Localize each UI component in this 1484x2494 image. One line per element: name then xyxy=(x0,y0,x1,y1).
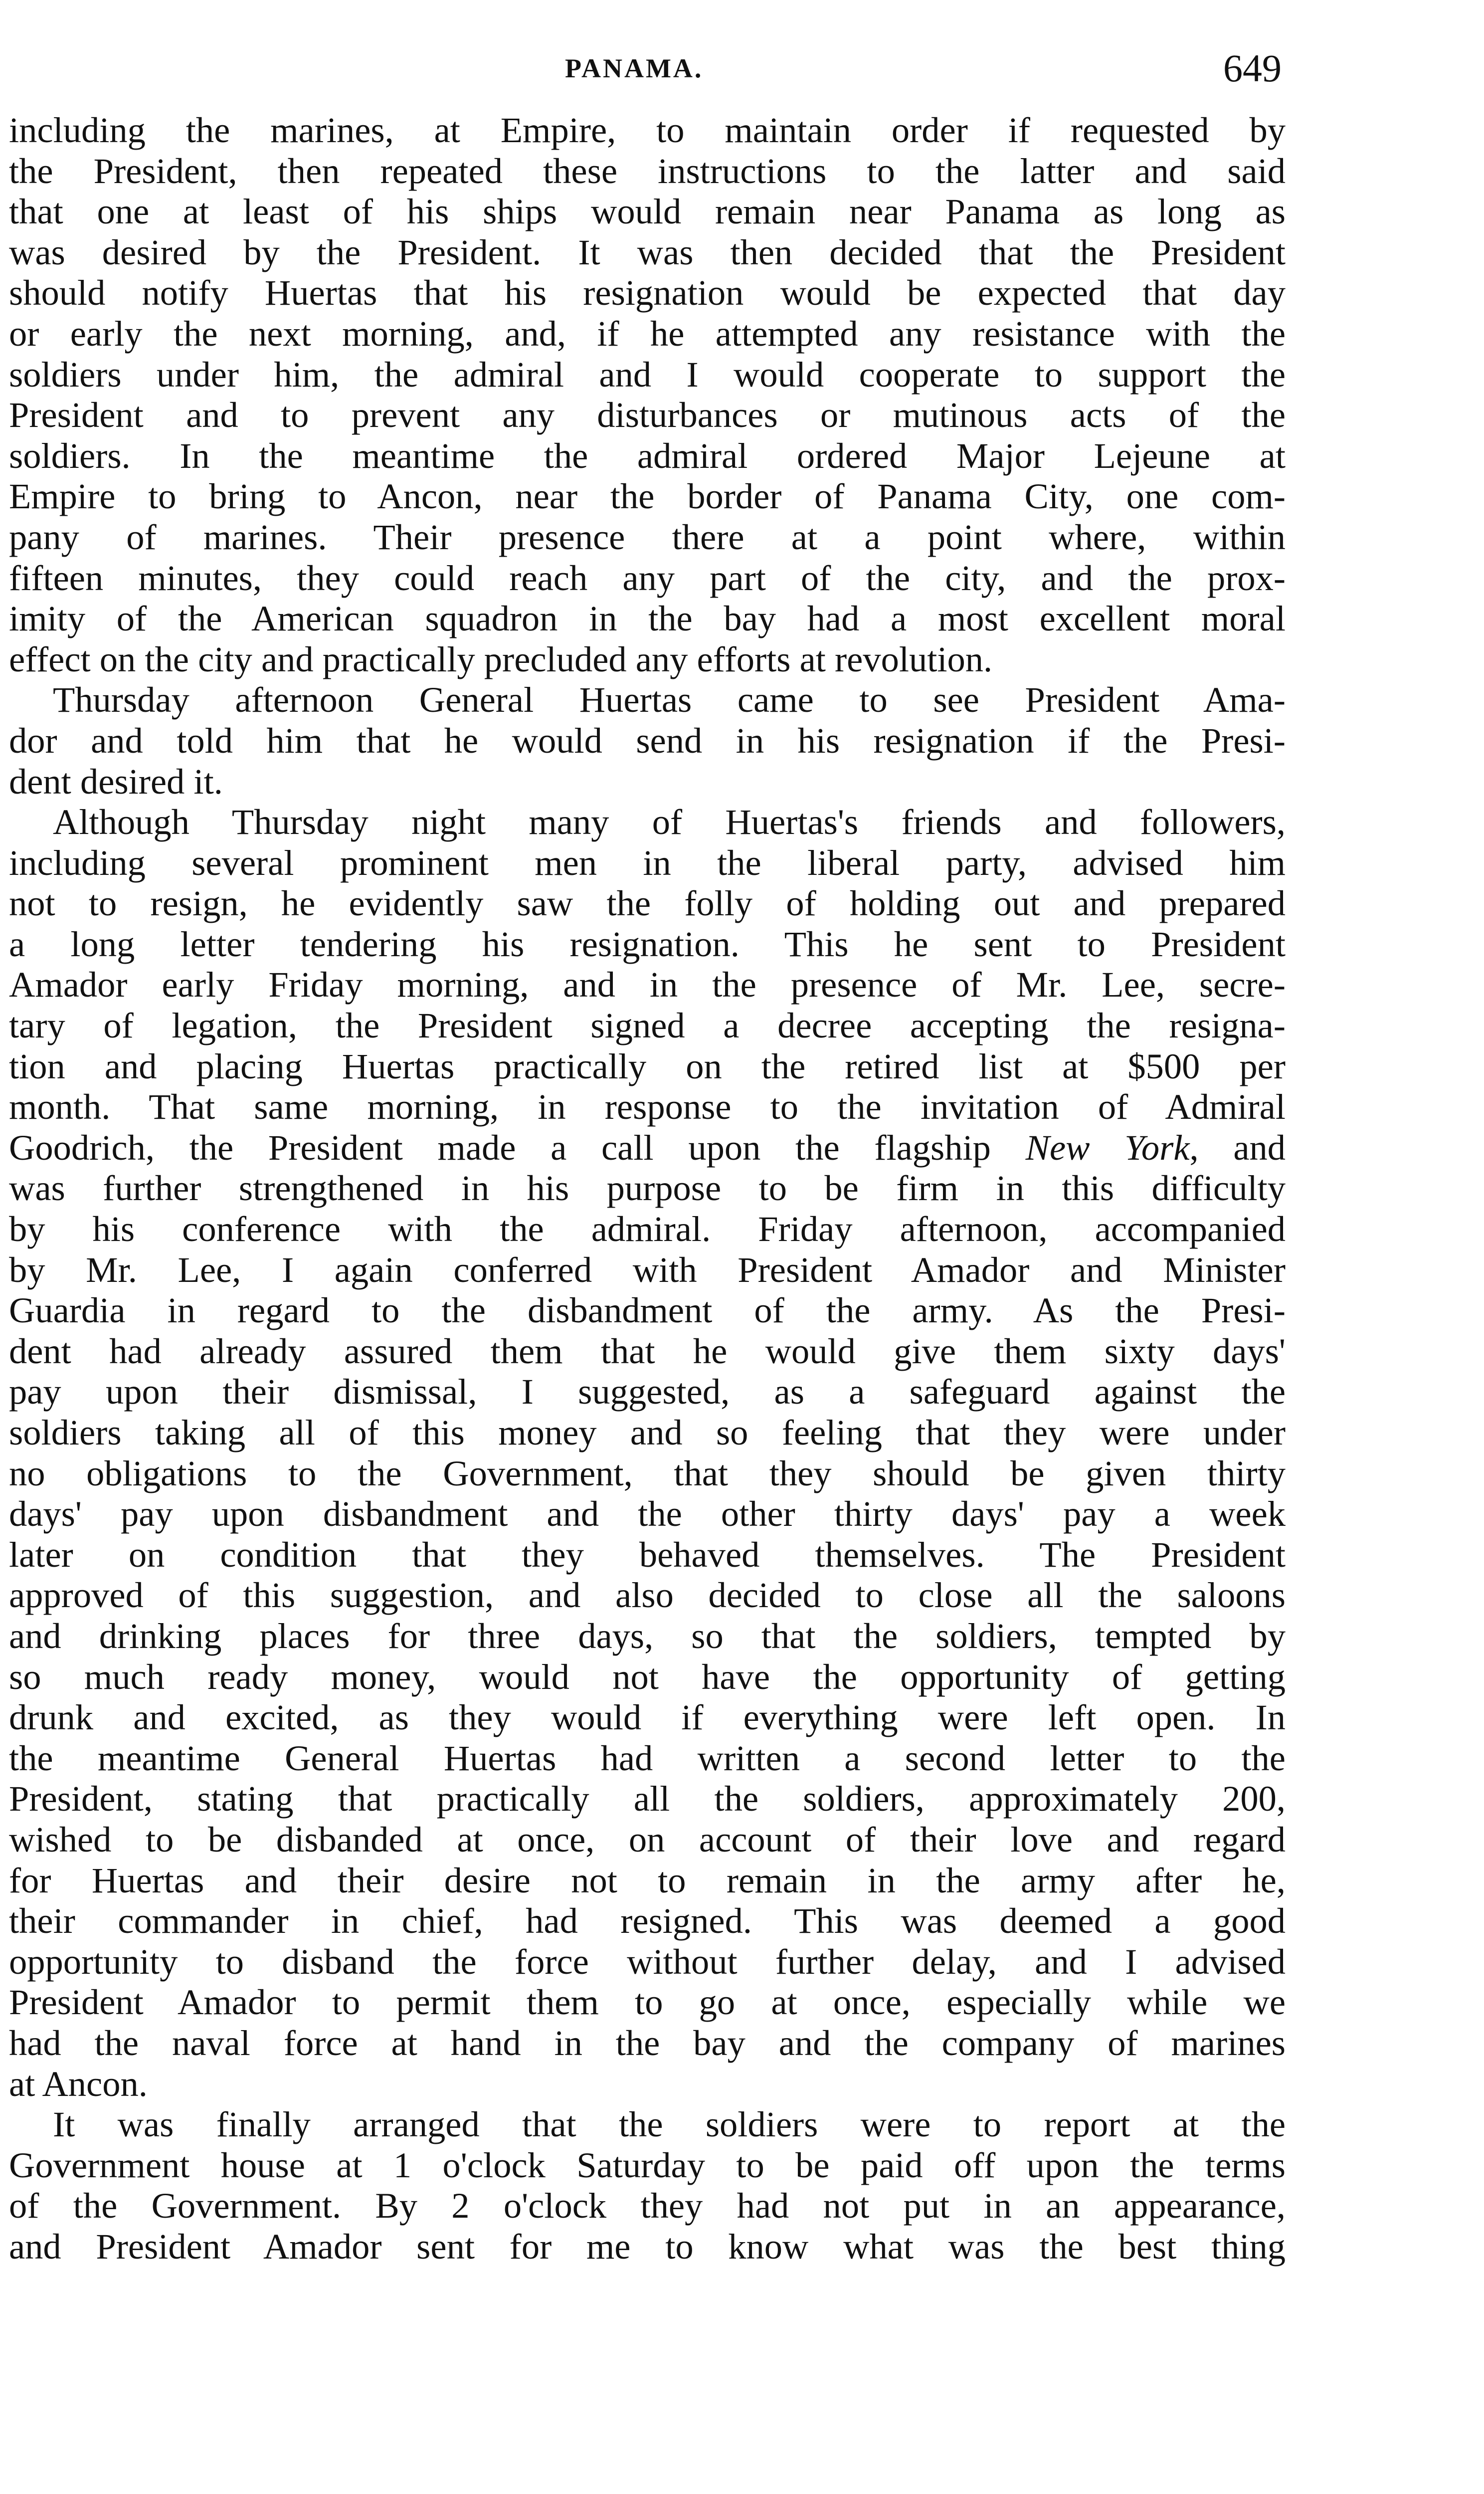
text-line: soldiers under him, the admiral and I would cooperate to support the xyxy=(9,354,1286,395)
text-line: dor and told him that he would send in his resignation if the Presi- xyxy=(9,720,1286,761)
page-number: 649 xyxy=(1223,46,1282,90)
text-line: so much ready money, would not have the opportunity of getting xyxy=(9,1656,1286,1697)
text-line: month. That same morning, in response to the invitation of Admiral xyxy=(9,1086,1286,1127)
text-line: that one at least of his ships would remain near Panama as long as xyxy=(9,191,1286,232)
text-line: by his conference with the admiral. Friday afternoon, accompanied xyxy=(9,1209,1286,1249)
text-line: wished to be disbanded at once, on account of their love and regard xyxy=(9,1819,1286,1860)
text-line: President, stating that practically all the soldiers, approximately 200, xyxy=(9,1778,1286,1819)
text-line: no obligations to the Government, that they should be given thirty xyxy=(9,1453,1286,1493)
text-line: tary of legation, the President signed a decree accepting the resigna- xyxy=(9,1005,1286,1046)
running-header xyxy=(9,35,1286,110)
text-line: later on condition that they behaved themselves. The President xyxy=(9,1534,1286,1575)
text-line: dent had already assured them that he would give them sixty days' xyxy=(9,1330,1286,1371)
text-line: drunk and excited, as they would if everything were left open. In xyxy=(9,1697,1286,1738)
text-line: Amador early Friday morning, and in the presence of Mr. Lee, secre- xyxy=(9,964,1286,1005)
document-page xyxy=(9,35,1286,2267)
text-fragment: , and xyxy=(1189,1127,1286,1168)
text-line: President and to prevent any disturbances or mutinous acts of the xyxy=(9,395,1286,435)
text-line: Empire to bring to Ancon, near the border of Panama City, one com- xyxy=(9,476,1286,517)
text-line: and drinking places for three days, so that the soldiers, tempted by xyxy=(9,1615,1286,1656)
text-line: days' pay upon disbandment and the other thirty days' pay a week xyxy=(9,1493,1286,1534)
text-line: tion and placing Huertas practically on the retired list at $500 per xyxy=(9,1045,1286,1086)
text-line: effect on the city and practically precluded any efforts at revolution. xyxy=(9,638,993,679)
text-line: the President, then repeated these instructions to the latter and said xyxy=(9,150,1286,191)
text-line: fifteen minutes, they could reach any part of the city, and the prox- xyxy=(9,557,1286,598)
text-line: for Huertas and their desire not to remain in the army after he, xyxy=(9,1860,1286,1900)
running-title: PANAMA. xyxy=(565,53,704,83)
text-line: or early the next morning, and, if he attempted any resistance with the xyxy=(9,313,1286,354)
text-line: pany of marines. Their presence there at a point where, within xyxy=(9,516,1286,557)
text-line: dent desired it. xyxy=(9,761,223,802)
text-line: President Amador to permit them to go at once, especially while we xyxy=(9,1982,1286,2023)
text-line: imity of the American squadron in the bay had a most excellent moral xyxy=(9,598,1286,639)
text-line: not to resign, he evidently saw the folly of holding out and prepared xyxy=(9,883,1286,924)
body-text xyxy=(9,110,1286,2267)
text-line: of the Government. By 2 o'clock they had not put in an appearance, xyxy=(9,2185,1286,2226)
text-line: the meantime General Huertas had written a second letter to the xyxy=(9,1737,1286,1778)
text-line: was desired by the President. It was then decided that the President xyxy=(9,231,1286,272)
text-line: soldiers taking all of this money and so feeling that they were under xyxy=(9,1412,1286,1453)
text-line-with-ship-name xyxy=(9,1127,1286,1168)
text-line: and President Amador sent for me to know what was the best thing xyxy=(9,2226,1286,2267)
ship-name: New York xyxy=(1025,1127,1190,1168)
text-line: approved of this suggestion, and also decided to close all the saloons xyxy=(9,1575,1286,1616)
paragraph-first-line: Thursday afternoon General Huertas came to see President Ama- xyxy=(53,679,1286,720)
text-line: Government house at 1 o'clock Saturday to be paid off upon the terms xyxy=(9,2144,1286,2185)
text-line: including several prominent men in the liberal party, advised him xyxy=(9,842,1286,883)
paragraph-first-line: It was finally arranged that the soldiers were to report at the xyxy=(53,2104,1286,2145)
text-line: was further strengthened in his purpose to be firm in this difficulty xyxy=(9,1168,1286,1209)
text-line: their commander in chief, had resigned. This was deemed a good xyxy=(9,1900,1286,1941)
paragraph-first-line: Although Thursday night many of Huertas's friends and followers, xyxy=(53,802,1286,842)
text-line: should notify Huertas that his resignation would be expected that day xyxy=(9,272,1286,313)
text-line: by Mr. Lee, I again conferred with President Amador and Minister xyxy=(9,1249,1286,1290)
text-line: pay upon their dismissal, I suggested, as a safeguard against the xyxy=(9,1371,1286,1412)
text-fragment: Goodrich, the President made a call upon the flagship xyxy=(9,1127,1026,1168)
text-line: opportunity to disband the force without further delay, and I advised xyxy=(9,1941,1286,1982)
text-line: a long letter tendering his resignation. This he sent to President xyxy=(9,923,1286,964)
text-line: Guardia in regard to the disbandment of the army. As the Presi- xyxy=(9,1290,1286,1331)
text-line: soldiers. In the meantime the admiral ordered Major Lejeune at xyxy=(9,435,1286,476)
text-line: including the marines, at Empire, to maintain order if requested by xyxy=(9,110,1286,150)
text-line: at Ancon. xyxy=(9,2063,148,2104)
text-line: had the naval force at hand in the bay and the company of marines xyxy=(9,2022,1286,2063)
